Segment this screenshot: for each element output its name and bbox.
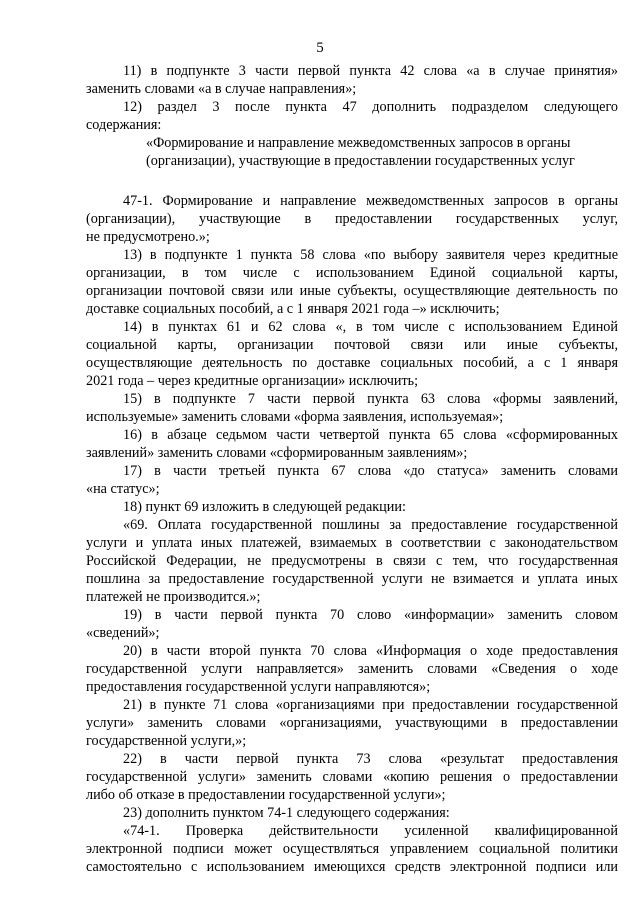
paragraph xyxy=(86,822,618,876)
paragraph-line: либо об отказе в предоставлении государственной услуги»; xyxy=(86,787,446,803)
paragraph-line: 16) в абзаце седьмом части четвертой пункта 65 слова «сформированных xyxy=(123,427,618,443)
paragraph-line: государственной услуги направляется» заменить словами «Сведения о ходе xyxy=(86,661,618,677)
paragraph xyxy=(86,750,618,804)
paragraph-line: «69. Оплата государственной пошлины за предоставление государственной xyxy=(123,517,618,533)
paragraph-line: государственной услуги,»; xyxy=(86,733,247,749)
paragraph-line: 23) дополнить пунктом 74-1 следующего содержания: xyxy=(123,805,450,821)
paragraph xyxy=(86,98,618,134)
paragraph xyxy=(86,390,618,426)
paragraph-line: предоставления государственной услуги направляются»; xyxy=(86,679,431,695)
heading-line: (организации), участвующие в предоставлении государственных услуг xyxy=(146,153,575,169)
paragraph xyxy=(86,246,618,318)
paragraph-line: 11) в подпункте 3 части первой пункта 42 слова «а в случае принятия» xyxy=(123,63,618,79)
paragraph xyxy=(86,498,618,516)
paragraph-line: заменить словами «а в случае направления»; xyxy=(86,81,357,97)
paragraph-line: (организации), участвующие в предоставлении государственных услуг, xyxy=(86,211,618,227)
paragraph-line: государственной услуги» заменить словами «копию решения о предоставлении xyxy=(86,769,618,785)
paragraph-line: услуги» заменить словами «организациями, участвующими в предоставлении xyxy=(86,715,618,731)
paragraph-line: 47-1. Формирование и направление межведомственных запросов в органы xyxy=(123,193,618,209)
paragraph-line: «74-1. Проверка действительности усиленной квалифицированной xyxy=(123,823,618,839)
paragraph xyxy=(86,696,618,750)
paragraph xyxy=(86,804,618,822)
paragraph-line: 21) в пункте 71 слова «организациями при предоставлении государственной xyxy=(123,697,618,713)
paragraph xyxy=(86,318,618,390)
paragraph-line: организации почтовой связи или иные субъекты, осуществляющие деятельность по xyxy=(86,283,618,299)
paragraph-line: электронной подписи может осуществляться управлением социальной политики xyxy=(86,841,618,857)
paragraph-line: услуги и уплата иных платежей, взимаемых в соответствии с законодательством xyxy=(86,535,618,551)
paragraph-line: 14) в пунктах 61 и 62 слова «, в том числе с использованием Единой xyxy=(123,319,618,335)
paragraph-line: 18) пункт 69 изложить в следующей редакции: xyxy=(123,499,406,515)
paragraph-line: платежей не производится.»; xyxy=(86,589,261,605)
paragraph xyxy=(86,606,618,642)
paragraph-line: содержания: xyxy=(86,117,162,133)
paragraph-line: 17) в части третьей пункта 67 слова «до статуса» заменить словами xyxy=(123,463,618,479)
paragraph-line: «сведений»; xyxy=(86,625,160,641)
paragraph-line: осуществляющие деятельность по доставке социальных пособий, а с 1 января xyxy=(86,355,618,371)
paragraph-line: 12) раздел 3 после пункта 47 дополнить подразделом следующего xyxy=(123,99,618,115)
heading-line: «Формирование и направление межведомственных запросов в органы xyxy=(146,135,571,151)
paragraph-line: не предусмотрено.»; xyxy=(86,229,210,245)
paragraph-line: Российской Федерации, не предусмотрены в связи с тем, что государственная xyxy=(86,553,618,569)
paragraph-line: заявлений» заменить словами «сформированным заявлениям»; xyxy=(86,445,468,461)
paragraph xyxy=(86,642,618,696)
spacer xyxy=(86,170,618,192)
paragraph-line: «на статус»; xyxy=(86,481,160,497)
page-number: 5 xyxy=(316,40,324,56)
paragraph-line: 19) в части первой пункта 70 слово «информации» заменить словом xyxy=(123,607,618,623)
paragraph-line: используемые» заменить словами «форма заявления, используемая»; xyxy=(86,409,504,425)
paragraph-line: 13) в подпункте 1 пункта 58 слова «по выбору заявителя через кредитные xyxy=(123,247,618,263)
paragraph-line: 22) в части первой пункта 73 слова «результат предоставления xyxy=(123,751,618,767)
paragraph-line: социальной карты, организации почтовой связи или иные субъекты, xyxy=(86,337,618,353)
paragraph xyxy=(86,192,618,246)
paragraph-line: доставке социальных пособий, а с 1 января 2021 года –» исключить; xyxy=(86,301,500,317)
paragraph xyxy=(86,516,618,606)
paragraph-line: 15) в подпункте 7 части первой пункта 63 слова «формы заявлений, xyxy=(123,391,618,407)
subsection-heading xyxy=(86,134,618,170)
paragraph-line: 20) в части второй пункта 70 слова «Информация о ходе предоставления xyxy=(123,643,618,659)
paragraph-line: самостоятельно с использованием имеющихся средств электронной подписи или xyxy=(86,859,618,875)
paragraph-line: 2021 года – через кредитные организации» исключить; xyxy=(86,373,419,389)
paragraph-line: организации, в том числе с использованием Единой социальной карты, xyxy=(86,265,618,281)
paragraph xyxy=(86,426,618,462)
paragraph xyxy=(86,462,618,498)
paragraph xyxy=(86,62,618,98)
document-body xyxy=(86,62,618,876)
paragraph-line: пошлина за предоставление государственной услуги не взимается и уплата иных xyxy=(86,571,618,587)
